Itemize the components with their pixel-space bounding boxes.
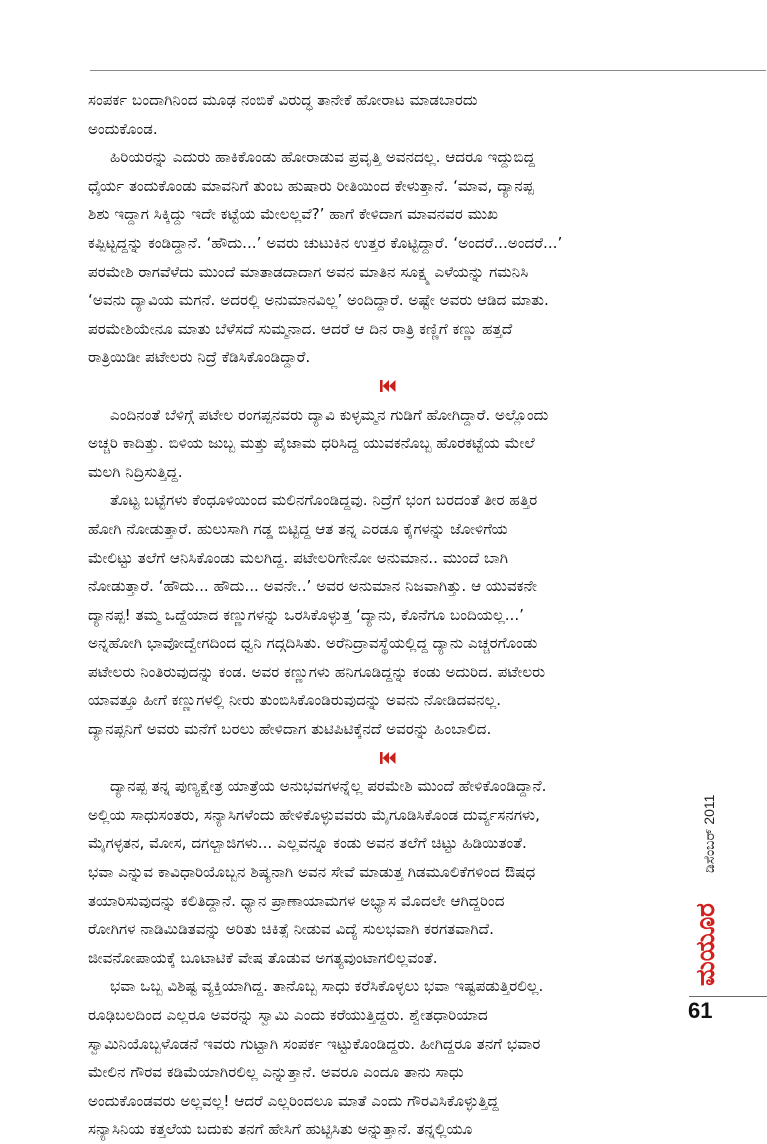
- text-line: ಜೀವನೋಪಾಯಕ್ಕೆ ಬೂಟಾಟಿಕೆ ವೇಷ ತೊಡುವ ಅಗತ್ಯವುಂಟಾಗಲಿಲ್ಲವಂತೆ.: [88, 948, 438, 967]
- text-line: ‘ಅವನು ದ್ಯಾವಿಯ ಮಗನೆ. ಅದರಲ್ಲಿ ಅನುಮಾನವಿಲ್ಲ’ ಅಂದಿದ್ದಾರೆ. ಅಷ್ಟೇ ಅವರು ಆಡಿದ ಮಾತು.: [88, 291, 549, 310]
- article-body: [88, 86, 688, 1144]
- text-line: ಪರಮೇಶಿಯೇನೂ ಮಾತು ಬೆಳೆಸದೆ ಸುಮ್ಮನಾದ. ಆದರೆ ಆ ದಿನ ರಾತ್ರಿ ಕಣ್ಣಿಗೆ ಕಣ್ಣು ಹತ್ತದೆ: [88, 319, 513, 338]
- text-line: ಶಿಶು ಇದ್ದಾಗ ಸಿಕ್ಕಿದ್ದು ಇದೇ ಕಟ್ಟೆಯ ಮೇಲಲ್ಲವೆ?’ ಹಾಗೆ ಕೇಳಿದಾಗ ಮಾವನವರ ಮುಖ: [88, 205, 499, 224]
- text-line: ಯಾವತ್ತೂ ಹೀಗೆ ಕಣ್ಣುಗಳಲ್ಲಿ ನೀರು ತುಂಬಿಸಿಕೊಂಡಿರುವುದನ್ನು ಅವನು ನೋಡಿದವನಲ್ಲ.: [88, 691, 502, 710]
- text-line: ತಯಾರಿಸುವುದನ್ನು ಕಲಿತಿದ್ದಾನೆ. ಧ್ಯಾನ ಪ್ರಾಣಾಯಾಮಗಳ ಅಭ್ಯಾಸ ಮೊದಲೇ ಆಗಿದ್ದರಿಂದ: [88, 891, 505, 910]
- text-line: ಮೇಲಿನ ಗೌರವ ಕಡಿಮೆಯಾಗಿರಲಿಲ್ಲ ಎನ್ನುತ್ತಾನೆ. ಅವರೂ ಎಂದೂ ತಾನು ಸಾಧು: [88, 1063, 464, 1082]
- text-line: ಮೇಲಿಟ್ಟು ತಲೆಗೆ ಆನಿಸಿಕೊಂಡು ಮಲಗಿದ್ದ. ಪಟೇಲರಿಗೇನೋ ಅನುಮಾನ.. ಮುಂದೆ ಬಾಗಿ: [88, 548, 509, 567]
- text-line: ದ್ಯಾನಪ್ಪನಿಗೆ ಅವರು ಮನೆಗೆ ಬರಲು ಹೇಳಿದಾಗ ತುಟಿಪಿಟಿಕ್ಕೆನದೆ ಅವರನ್ನು ಹಿಂಬಾಲಿದ.: [88, 720, 492, 739]
- text-line: ಅಂದುಕೊಂಡವರು ಅಲ್ಲವಲ್ಲ! ಆದರೆ ಎಲ್ಲರಿಂದಲೂ ಮಾತೆ ಎಂದು ಗೌರವಿಸಿಕೊಳ್ಳುತ್ತಿದ್ದ: [88, 1091, 499, 1110]
- text-line: ಅಂದುಕೊಂಡ.: [88, 119, 158, 138]
- text-line: ರೂಢಿಬಲದಿಂದ ಎಲ್ಲರೂ ಅವರನ್ನು ಸ್ವಾಮಿ ಎಂದು ಕರೆಯುತ್ತಿದ್ದರು. ಶ್ವೇತಧಾರಿಯಾದ: [88, 1006, 488, 1024]
- text-line: ಹಿರಿಯರನ್ನು ಎದುರು ಹಾಕಿಕೊಂಡು ಹೋರಾಡುವ ಪ್ರವೃತ್ತಿ ಅವನದಲ್ಲ. ಆದರೂ ಇದ್ದುಬಿದ್ದ: [110, 148, 535, 167]
- text-line: ಸ್ವಾಮಿನಿಯೊಬ್ಬಳೊಡನೆ ಇವರು ಗುಟ್ಟಾಗಿ ಸಂಪರ್ಕ ಇಟ್ಟುಕೊಂಡಿದ್ದರು. ಹೀಗಿದ್ದರೂ ತನಗೆ ಭವಾರ: [88, 1034, 541, 1053]
- text-line: ಪರಮೇಶಿ ರಾಗವೆಳೆದು ಮುಂದೆ ಮಾತಾಡದಾದಾಗ ಅವನ ಮಾತಿನ ಸೂಕ್ಷ್ಮ ಎಳೆಯನ್ನು ಗಮನಿಸಿ: [88, 262, 529, 281]
- issue-date: ಡಿಸೆಂಬರ್ 2011: [701, 794, 717, 874]
- text-line: ಮೈಗಳ್ಳತನ, ಮೋಸ, ದಗಲ್ಬಾಜಿಗಳು... ಎಲ್ಲವನ್ನೂ ಕಂಡು ಅವನ ತಲೆಗೆ ಚಿಟ್ಟು ಹಿಡಿಯಿತಂತೆ.: [88, 834, 527, 853]
- footer-rule: [689, 996, 767, 997]
- section-separator: [88, 744, 688, 773]
- mayura-logo-icon: [692, 888, 722, 988]
- text-line: ಅಲ್ಲಿಯ ಸಾಧುಸಂತರು, ಸನ್ಯಾಸಿಗಳೆಂದು ಹೇಳಿಕೊಳ್ಳುವವರು ಮೈಗೂಡಿಸಿಕೊಂಡ ದುರ್ವ್ಯಸನಗಳು,: [88, 805, 540, 824]
- header-rule: [90, 70, 766, 71]
- rewind-icon: [380, 751, 396, 765]
- section-separator: [88, 372, 688, 401]
- rewind-icon: [380, 379, 396, 393]
- text-line: ರಾತ್ರಿಯಿಡೀ ಪಟೇಲರು ನಿದ್ರೆ ಕೆಡಿಸಿಕೊಂಡಿದ್ದಾರೆ.: [88, 348, 311, 367]
- text-line: ಎಂದಿನಂತೆ ಬೆಳಿಗ್ಗೆ ಪಟೇಲ ರಂಗಪ್ಪನವರು ದ್ಯಾವಿ ಕುಳ್ಳಮ್ಮನ ಗುಡಿಗೆ ಹೋಗಿದ್ದಾರೆ. ಅಲ್ಲೊಂದು: [110, 405, 549, 424]
- text-line: ನೋಡುತ್ತಾರೆ. ‘ಹೌದು... ಹೌದು... ಅವನೇ..’ ಅವರ ಅನುಮಾನ ನಿಜವಾಗಿತ್ತು. ಆ ಯುವಕನೇ: [88, 577, 538, 596]
- text-line: ದ್ಯಾನಪ್ಪ! ತಮ್ಮ ಒದ್ದೆಯಾದ ಕಣ್ಣುಗಳನ್ನು ಒರಸಿಕೊಳ್ಳುತ್ತ ‘ದ್ಯಾನು, ಕೊನೆಗೂ ಬಂದಿಯಲ್ಲ...’: [88, 605, 525, 624]
- text-line: ಸನ್ಯಾಸಿನಿಯ ಕತ್ತಲೆಯ ಬದುಕು ತನಗೆ ಹೇಸಿಗೆ ಹುಟ್ಟಿಸಿತು ಅನ್ನುತ್ತಾನೆ. ತನ್ನಲ್ಲಿಯೂ: [88, 1120, 473, 1139]
- text-line: ದ್ಯಾನಪ್ಪ ತನ್ನ ಪುಣ್ಯಕ್ಷೇತ್ರ ಯಾತ್ರೆಯ ಅನುಭವಗಳನ್ನೆಲ್ಲ ಪರಮೇಶಿ ಮುಂದೆ ಹೇಳಿಕೊಂಡಿದ್ದಾನೆ.: [110, 777, 547, 796]
- text-line: ರೋಗಿಗಳ ನಾಡಿಮಿಡಿತವನ್ನು ಅರಿತು ಚಿಕಿತ್ಸೆ ನೀಡುವ ವಿದ್ಯೆ ಸುಲಭವಾಗಿ ಕರಗತವಾಗಿದೆ.: [88, 920, 494, 939]
- magazine-logo: [692, 888, 722, 992]
- page-number: 61: [688, 998, 713, 1023]
- text-line: ಮಲಗಿ ನಿದ್ರಿಸುತ್ತಿದ್ದ.: [88, 462, 183, 481]
- text-line: ತೊಟ್ಟ ಬಟ್ಟೆಗಳು ಕೆಂಧೂಳಿಯಿಂದ ಮಲಿನಗೊಂಡಿದ್ದವು. ನಿದ್ರೆಗೆ ಭಂಗ ಬರದಂತೆ ತೀರ ಹತ್ತಿರ: [110, 491, 538, 510]
- text-line: ಕಪ್ಪಿಟ್ಟದ್ದನ್ನು ಕಂಡಿದ್ದಾನೆ. ‘ಹೌದು...’ ಅವರು ಚುಟುಕಿನ ಉತ್ತರ ಕೊಟ್ಟಿದ್ದಾರೆ. ‘ಅಂದರೆ...ಅಂದರೆ...’: [88, 233, 563, 252]
- text-line: ಭವಾ ಒಬ್ಬ ವಿಶಿಷ್ಟ ವ್ಯಕ್ತಿಯಾಗಿದ್ದ. ತಾನೊಬ್ಬ ಸಾಧು ಕರೆಸಿಕೊಳ್ಳಲು ಭವಾ ಇಷ್ಟಪಡುತ್ತಿರಲಿಲ್ಲ.: [110, 977, 544, 996]
- text-line: ಅಚ್ಚರಿ ಕಾದಿತ್ತು. ಬಿಳಿಯ ಜುಬ್ಬ ಮತ್ತು ಪೈಜಾಮ ಧರಿಸಿದ್ದ ಯುವಕನೊಬ್ಬ ಹೊರಕಟ್ಟೆಯ ಮೇಲೆ: [88, 434, 535, 453]
- text-line: ಸಂಪರ್ಕ ಬಂದಾಗಿನಿಂದ ಮೂಢ ನಂಬಿಕೆ ವಿರುದ್ಧ ತಾನೇಕೆ ಹೋರಾಟ ಮಾಡಬಾರದು: [88, 91, 478, 109]
- text-line: ಅನ್ನಹೋಗಿ ಭಾವೋದ್ವೇಗದಿಂದ ಧ್ವನಿ ಗದ್ಗದಿಸಿತು. ಅರೆನಿದ್ರಾವಸ್ಥೆಯಲ್ಲಿದ್ದ ದ್ಯಾನು ಎಚ್ಚರಗೊಂಡು: [88, 634, 538, 653]
- logo-text: ಮಯೂರ: [692, 903, 721, 986]
- text-line: ಹೋಗಿ ನೋಡುತ್ತಾರೆ. ಹುಲುಸಾಗಿ ಗಡ್ಡ ಬಿಟ್ಟಿದ್ದ ಆತ ತನ್ನ ಎರಡೂ ಕೈಗಳನ್ನು ಜೋಳಿಗೆಯ: [88, 519, 508, 538]
- text-line: ಭವಾ ಎನ್ನುವ ಕಾವಿಧಾರಿಯೊಬ್ಬನ ಶಿಷ್ಯನಾಗಿ ಅವನ ಸೇವೆ ಮಾಡುತ್ತ ಗಿಡಮೂಲಿಕೆಗಳಿಂದ ಔಷಧ: [88, 863, 536, 882]
- text-line: ಪಟೇಲರು ನಿಂತಿರುವುದನ್ನು ಕಂಡ. ಅವರ ಕಣ್ಣುಗಳು ಹನಿಗೂಡಿದ್ದನ್ನು ಕಂಡು ಅದುರಿದ. ಪಟೇಲರು: [88, 662, 546, 681]
- text-line: ಧೈರ್ಯ ತಂದುಕೊಂಡು ಮಾವನಿಗೆ ತುಂಬ ಹುಷಾರು ರೀತಿಯಿಂದ ಕೇಳುತ್ತಾನೆ. ‘ಮಾವ, ದ್ಯಾನಪ್ಪ: [88, 176, 534, 195]
